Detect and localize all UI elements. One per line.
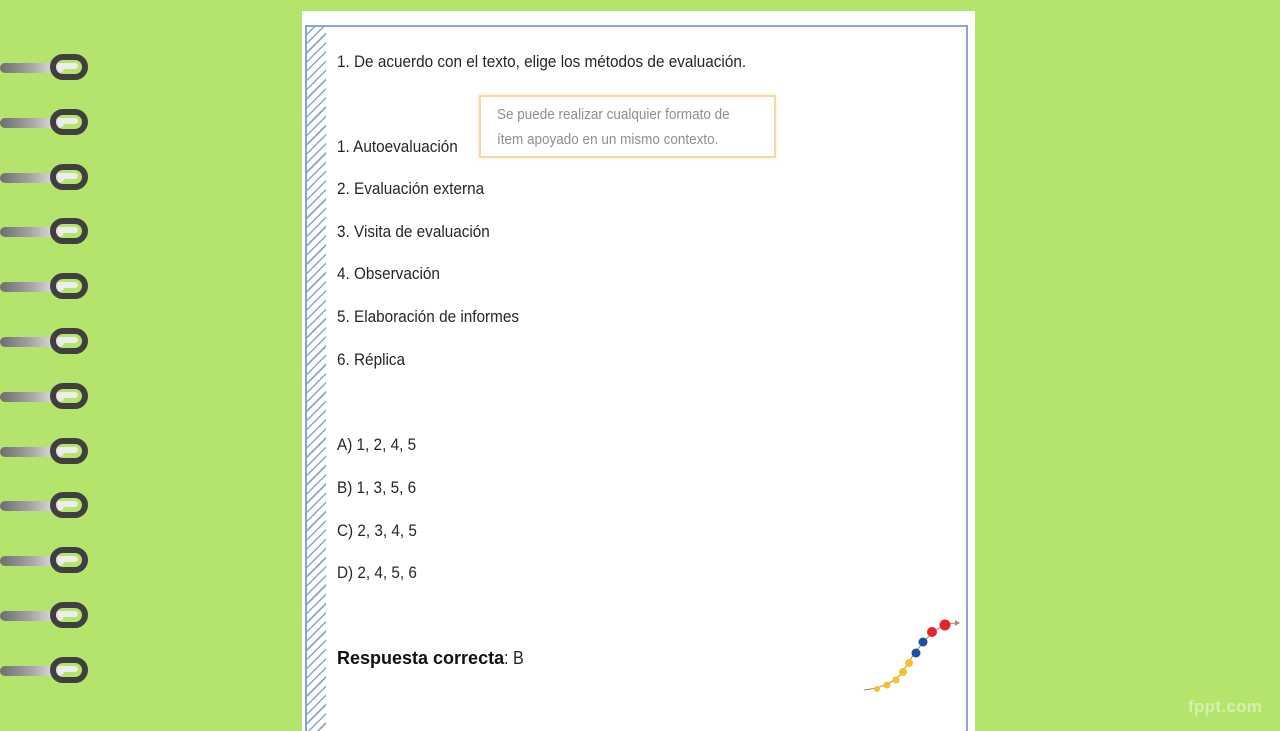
ring-loop [50, 383, 88, 409]
ring-loop [50, 273, 88, 299]
logo-dot [905, 659, 913, 667]
ring-loop [50, 602, 88, 628]
logo-dot [874, 686, 880, 692]
logo-dot [899, 668, 907, 676]
hint-line-2: ítem apoyado en un mismo contexto. [497, 131, 719, 148]
answer-option-c: C) 2, 3, 4, 5 [337, 521, 417, 540]
ring-loop [50, 328, 88, 354]
correct-answer [337, 648, 526, 669]
ring-loop [50, 547, 88, 573]
spiral-ring [0, 545, 90, 577]
logo-dot [919, 638, 928, 647]
spiral-ring [0, 600, 90, 632]
spiral-ring [0, 381, 90, 413]
logo-dot [893, 677, 900, 684]
ring-loop [50, 492, 88, 518]
dotted-curve-logo-icon [862, 611, 962, 696]
logo-dot [884, 682, 891, 689]
spiral-ring [0, 162, 90, 194]
correct-answer-value: : B [504, 648, 524, 668]
ring-loop [50, 218, 88, 244]
method-item: 5. Elaboración de informes [337, 307, 520, 326]
method-item: 2. Evaluación externa [337, 179, 485, 198]
ring-loop [50, 438, 88, 464]
spiral-ring [0, 107, 90, 139]
method-item: 1. Autoevaluación [337, 137, 458, 156]
method-item: 3. Visita de evaluación [337, 222, 490, 241]
worksheet-page [302, 11, 975, 731]
method-item: 4. Observación [337, 264, 440, 283]
spiral-ring [0, 326, 90, 358]
hint-callout [479, 95, 776, 158]
method-item: 6. Réplica [337, 350, 406, 369]
answer-option-b: B) 1, 3, 5, 6 [337, 478, 417, 497]
spiral-ring [0, 655, 90, 687]
hint-line-1: Se puede realizar cualquier formato de [497, 106, 730, 123]
logo-dot [912, 649, 921, 658]
spiral-ring [0, 52, 90, 84]
ring-loop [50, 164, 88, 190]
logo-dot [927, 627, 937, 637]
spiral-ring [0, 490, 90, 522]
answer-option-a: A) 1, 2, 4, 5 [337, 435, 417, 454]
question-prompt: 1. De acuerdo con el texto, elige los métodos de evaluación. [337, 52, 747, 71]
footer-brand: fppt.com [1188, 697, 1263, 716]
spiral-ring [0, 271, 90, 303]
ring-loop [50, 657, 88, 683]
correct-answer-label: Respuesta correcta [337, 648, 505, 668]
spiral-ring [0, 436, 90, 468]
ring-loop [50, 54, 88, 80]
ring-loop [50, 109, 88, 135]
logo-dot [940, 620, 951, 631]
spiral-ring [0, 216, 90, 248]
answer-option-d: D) 2, 4, 5, 6 [337, 563, 417, 582]
